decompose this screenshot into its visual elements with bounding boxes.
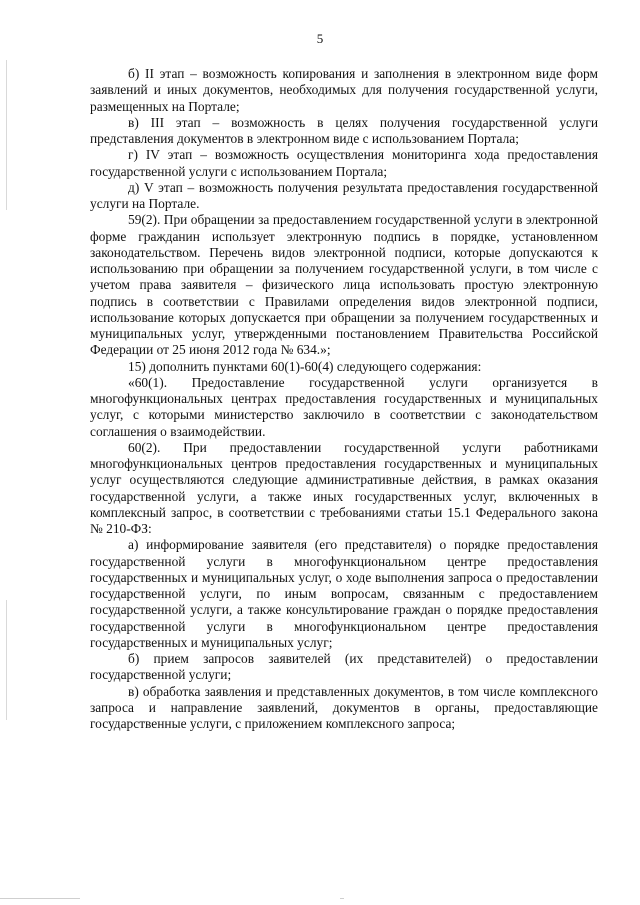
footer-scan-mark [340, 898, 344, 899]
paragraph-60-2-v: в) обработка заявления и представленных документов, в том числе комплексного запроса и направление заявлений, документов в органы, предоставляющие государственные услуги, с приложением комплексного запроса; [90, 683, 598, 731]
paragraph-stage-5: д) V этап – возможность получения результата предоставления государственной услуги на Портале. [90, 179, 598, 211]
paragraph-stage-2: б) II этап – возможность копирования и заполнения в электронном виде форм заявлений и иных документов, необходимых для получения государственной услуги, размещенных на Портале; [90, 66, 598, 114]
paragraph-item-15: 15) дополнить пунктами 60(1)-60(4) следующего содержания: [128, 358, 482, 374]
page-number: 5 [316, 31, 324, 46]
footer-scan-mark [0, 898, 80, 899]
paragraph-60-1: «60(1). Предоставление государственной услуги организуется в многофункциональных центрах предоставления государственных и муниципальных услуг, с которыми министерство заключило в соответствии с законодательством соглашения о взаимодействии. [90, 374, 598, 439]
paragraph-60-2-a: а) информирование заявителя (его представителя) о порядке предоставления государственной услуги в многофункциональном центре предоставления государственных и муниципальных услуг, о ходе выполнения запроса о предоставлении государственной услуги, по иным вопросам, связанным с предоставлением государственной услуги, а также консультирование граждан о порядке предоставления государственной услуги в многофункциональном центре предоставления государственных и муниципальных услуг; [90, 537, 598, 650]
margin-scan-mark [6, 600, 7, 720]
paragraph-60-2-b: б) прием запросов заявителей (их представителей) о предоставлении государственной услуги; [90, 651, 598, 683]
paragraph-59-2: 59(2). При обращении за предоставлением государственной услуги в электронной форме гражданин использует электронную подпись в порядке, установленном законодательством. Перечень видов электронной подписи, которые допускаются к использованию при обращении за получением государственной услуги, в том числе с учетом права заявителя – физического лица использовать простую электронную подпись в соответствии с Правилами определения видов электронной подписи, использование которых допускается при обращении за получением государственных и муниципальных услуг, утвержденными постановлением Правительства Российской Федерации от 25 июня 2012 года № 634.»; [90, 212, 598, 358]
margin-scan-mark [6, 60, 7, 210]
paragraph-stage-3: в) III этап – возможность в целях получения государственной услуги представления документов в электронном виде с использованием Портала; [90, 114, 598, 146]
paragraph-stage-4: г) IV этап – возможность осуществления мониторинга хода предоставления государственной услуги с использованием Портала; [90, 147, 598, 179]
paragraph-60-2: 60(2). При предоставлении государственной услуги работниками многофункциональных центров предоставления государственных и муниципальных услуг осуществляются следующие административные действия, в рамках оказания государственной услуги, а также иных государственных услуг, включенных в комплексный запрос, в соответствии с требованиями статьи 15.1 Федерального закона № 210-ФЗ: [90, 439, 598, 536]
document-body [90, 66, 598, 732]
